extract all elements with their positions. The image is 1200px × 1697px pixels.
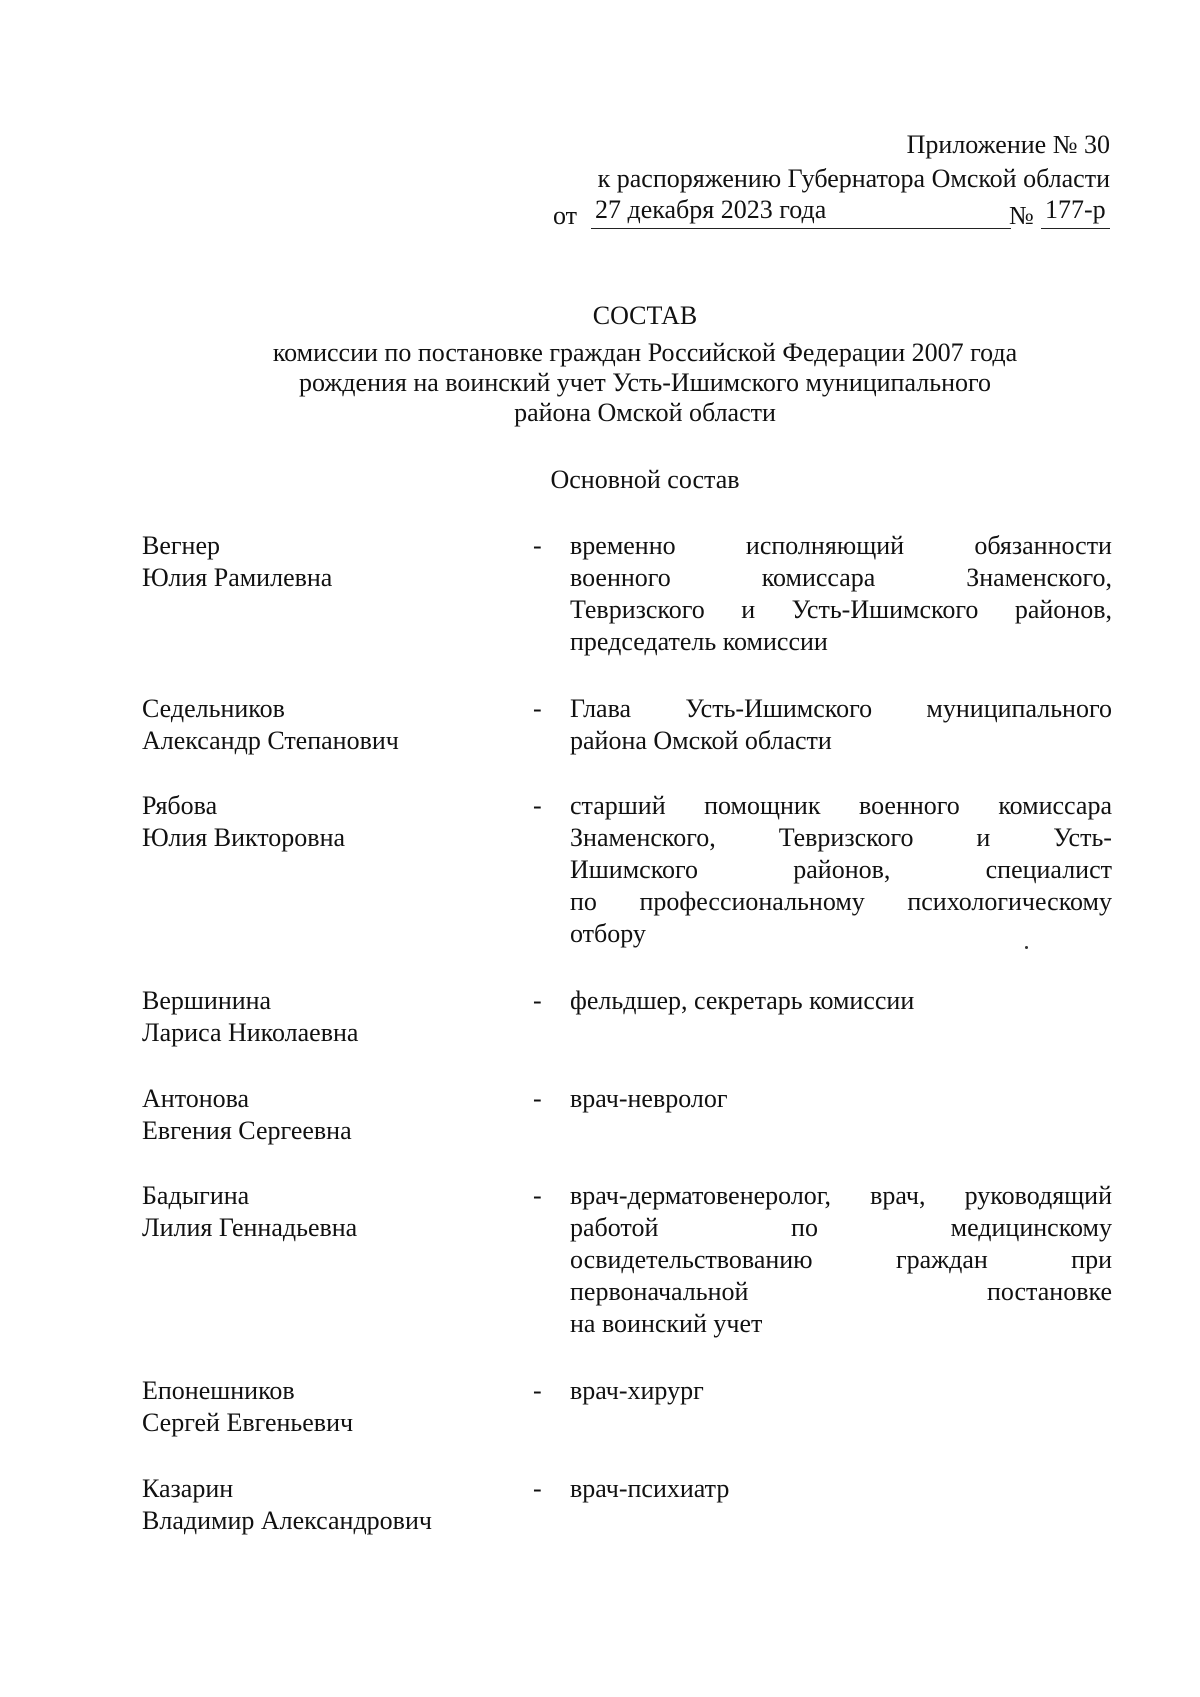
member-role-line bbox=[570, 918, 1112, 950]
role-word: психологическому bbox=[907, 887, 1112, 916]
role-word: старший bbox=[570, 791, 666, 820]
role-word: при bbox=[1071, 1245, 1112, 1274]
member-role-line bbox=[570, 985, 1112, 1017]
member-role-line bbox=[570, 626, 1112, 658]
number-field bbox=[1041, 196, 1110, 229]
role-word: Ишимского bbox=[570, 855, 699, 884]
role-word: врач-хирург bbox=[570, 1376, 704, 1405]
member-role-line bbox=[570, 1244, 1112, 1276]
role-word: председатель комиссии bbox=[570, 627, 828, 656]
member-dash: - bbox=[533, 1181, 542, 1210]
role-word: районов, bbox=[793, 855, 891, 884]
appendix-label: Приложение № 30 bbox=[906, 130, 1110, 159]
role-word: первоначальной bbox=[570, 1277, 749, 1306]
role-word: помощник bbox=[704, 791, 821, 820]
role-word: граждан bbox=[895, 1245, 988, 1274]
member-role-line bbox=[570, 1375, 1112, 1407]
role-word: обязанности bbox=[974, 531, 1112, 560]
role-word: профессиональному bbox=[639, 887, 865, 916]
document-heading: СОСТАВ bbox=[592, 301, 698, 330]
role-word: по bbox=[791, 1213, 818, 1242]
role-word: исполняющий bbox=[745, 531, 905, 560]
member-dash: - bbox=[533, 1084, 542, 1113]
role-word: на воинский учет bbox=[570, 1309, 763, 1338]
date-field bbox=[591, 196, 1011, 229]
role-word: районов, bbox=[1014, 595, 1112, 624]
role-word: руководящий bbox=[964, 1181, 1112, 1210]
role-word: военного bbox=[570, 563, 671, 592]
member-dash: - bbox=[533, 986, 542, 1015]
member-role-line bbox=[570, 594, 1112, 626]
date-number-row bbox=[553, 196, 1110, 230]
member-surname: Казарин bbox=[142, 1474, 234, 1503]
role-word: Тевризского bbox=[778, 823, 914, 852]
role-word: Усть-Ишимского bbox=[685, 694, 873, 723]
role-word: медицинскому bbox=[950, 1213, 1112, 1242]
member-role-line bbox=[570, 725, 1112, 757]
member-name bbox=[142, 1375, 522, 1439]
member-role bbox=[570, 1375, 1112, 1407]
member-surname: Епонешников bbox=[142, 1376, 295, 1405]
member-name bbox=[142, 1083, 522, 1147]
member-role-line bbox=[570, 822, 1112, 854]
member-given-names: Евгения Сергеевна bbox=[142, 1116, 352, 1145]
member-dash: - bbox=[533, 1474, 542, 1503]
order-number: 177-р bbox=[1045, 195, 1106, 224]
member-role-line bbox=[570, 854, 1112, 886]
role-word: муниципального bbox=[926, 694, 1112, 723]
member-name bbox=[142, 1473, 522, 1537]
role-word: комиссара bbox=[761, 563, 876, 592]
role-word: врач-дерматовенеролог, bbox=[570, 1181, 832, 1210]
role-word: Усть-Ишимского bbox=[791, 595, 979, 624]
member-role-line bbox=[570, 693, 1112, 725]
scan-artifact bbox=[1025, 946, 1028, 949]
member-role-line bbox=[570, 1180, 1112, 1212]
member-given-names: Лилия Геннадьевна bbox=[142, 1213, 358, 1242]
role-word: комиссара bbox=[998, 791, 1112, 820]
member-given-names: Юлия Рамилевна bbox=[142, 563, 333, 592]
member-dash: - bbox=[533, 531, 542, 560]
document-subtitle-line-2: рождения на воинский учет Усть-Ишимского муниципального bbox=[298, 368, 992, 397]
member-role bbox=[570, 1083, 1112, 1115]
member-dash: - bbox=[533, 1376, 542, 1405]
member-role bbox=[570, 530, 1112, 658]
role-word: района Омской области bbox=[570, 726, 832, 755]
role-word: врач, bbox=[870, 1181, 926, 1210]
member-given-names: Сергей Евгеньевич bbox=[142, 1408, 354, 1437]
member-role bbox=[570, 790, 1112, 950]
member-dash: - bbox=[533, 694, 542, 723]
date-prefix: от bbox=[553, 201, 578, 230]
member-dash: - bbox=[533, 791, 542, 820]
role-word: Знаменского, bbox=[570, 823, 716, 852]
role-word: Усть- bbox=[1053, 823, 1112, 852]
member-surname: Седельников bbox=[142, 694, 285, 723]
member-name bbox=[142, 1180, 522, 1244]
member-role-line bbox=[570, 886, 1112, 918]
member-role bbox=[570, 1473, 1112, 1505]
member-role bbox=[570, 985, 1112, 1017]
member-role bbox=[570, 1180, 1112, 1340]
section-title: Основной состав bbox=[550, 465, 740, 494]
member-given-names: Лариса Николаевна bbox=[142, 1018, 359, 1047]
role-word: специалист bbox=[985, 855, 1112, 884]
member-surname: Антонова bbox=[142, 1084, 250, 1113]
member-role-line bbox=[570, 1276, 1112, 1308]
document-subtitle-line-1: комиссии по постановке граждан Российской Федерации 2007 года bbox=[272, 338, 1018, 367]
role-word: Тевризского bbox=[570, 595, 705, 624]
member-given-names: Владимир Александрович bbox=[142, 1506, 432, 1535]
member-role-line bbox=[570, 530, 1112, 562]
member-surname: Вершинина bbox=[142, 986, 272, 1015]
member-role-line bbox=[570, 1212, 1112, 1244]
member-role-line bbox=[570, 1473, 1112, 1505]
document-subtitle-line-3: района Омской области bbox=[514, 398, 776, 427]
member-role-line bbox=[570, 790, 1112, 822]
role-word: отбору bbox=[570, 919, 646, 948]
role-word: врач-невролог bbox=[570, 1084, 728, 1113]
role-word: врач-психиатр bbox=[570, 1474, 730, 1503]
member-role-line bbox=[570, 1083, 1112, 1115]
member-surname: Рябова bbox=[142, 791, 218, 820]
member-name bbox=[142, 693, 522, 757]
member-given-names: Александр Степанович bbox=[142, 726, 399, 755]
member-role-line bbox=[570, 562, 1112, 594]
role-word: Глава bbox=[570, 694, 632, 723]
member-given-names: Юлия Викторовна bbox=[142, 823, 346, 852]
order-date: 27 декабря 2023 года bbox=[595, 195, 827, 224]
member-role bbox=[570, 693, 1112, 757]
role-word: работой bbox=[570, 1213, 659, 1242]
order-reference: к распоряжению Губернатора Омской области bbox=[597, 164, 1110, 193]
member-name bbox=[142, 790, 522, 854]
role-word: по bbox=[570, 887, 597, 916]
role-word: и bbox=[741, 595, 756, 624]
member-name bbox=[142, 985, 522, 1049]
member-surname: Вегнер bbox=[142, 531, 220, 560]
role-word: постановке bbox=[986, 1277, 1112, 1306]
role-word: Знаменского, bbox=[966, 563, 1112, 592]
number-sign: № bbox=[1009, 201, 1034, 230]
role-word: временно bbox=[570, 531, 676, 560]
member-surname: Бадыгина bbox=[142, 1181, 250, 1210]
role-word: и bbox=[976, 823, 991, 852]
role-word: фельдшер, секретарь комиссии bbox=[570, 986, 915, 1015]
role-word: военного bbox=[859, 791, 960, 820]
role-word: освидетельствованию bbox=[570, 1245, 813, 1274]
member-name bbox=[142, 530, 522, 594]
member-role-line bbox=[570, 1308, 1112, 1340]
